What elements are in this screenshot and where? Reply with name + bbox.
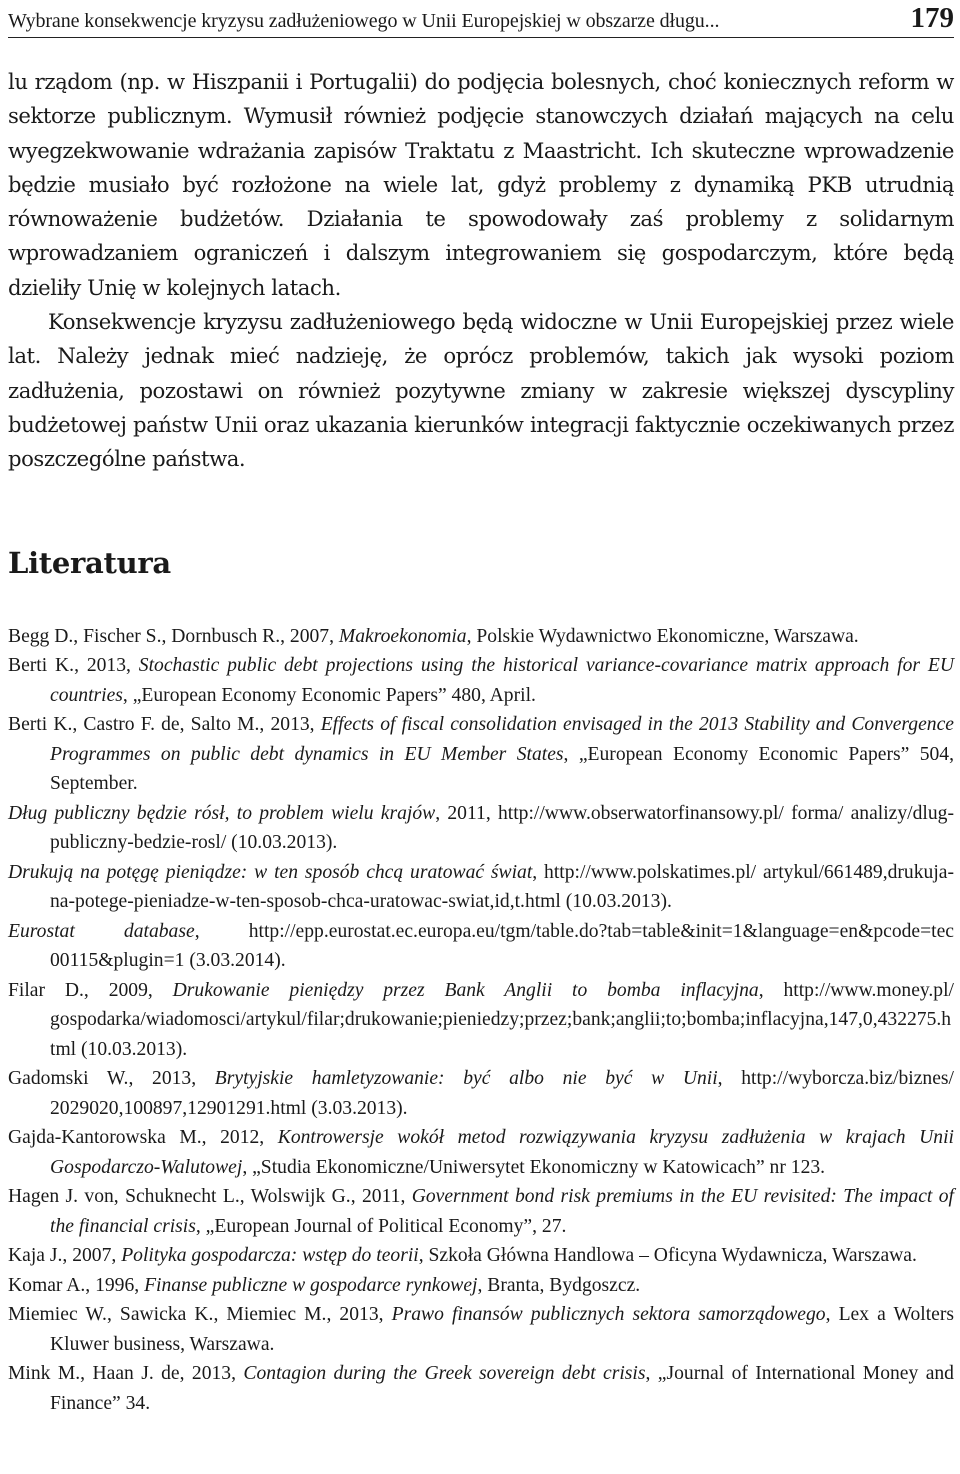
body-paragraph: Konsekwencje kryzysu zadłużeniowego będą widoczne w Unii Europejskiej przez wiele lat. Należy jednak mieć nadzieję, że oprócz problemów, takich jak wysoki poziom zadłużenia, pozostawi on również pozytywne zmiany w zakresie większej dyscypliny budżetowej państw Unii oraz ukazania kierunków integracji faktycznie oczekiwanych przez poszczególne państwa. [8,309,954,472]
reference-title: Drukują na potęgę pieniądze: w ten sposób chcą uratować świat [8,861,533,883]
reference-entry [8,917,954,976]
reference-authors: Mink M., Haan J. de, 2013, [8,1363,244,1385]
reference-details: , Polskie Wydawnictwo Ekonomiczne, Warszawa. [466,625,859,647]
reference-details: , „European Journal of Political Economy”, 27. [195,1215,567,1237]
reference-details: , „Journal of International Money and Finance” 34. [50,1363,954,1414]
reference-details: , „Studia Ekonomiczne/Uniwersytet Ekonomiczny w Katowicach” nr 123. [242,1156,826,1178]
reference-title: Government bond risk premiums in the EU revisited: The impact of the financial crisis [50,1186,954,1237]
reference-list [8,622,954,1419]
reference-entry [8,622,954,652]
reference-authors: Begg D., Fischer S., Dornbusch R., 2007, [8,625,339,647]
reference-details: , Szkoła Główna Handlowa – Oficyna Wydawnicza, Warszawa. [418,1245,917,1267]
running-title: Wybrane konsekwencje kryzysu zadłużeniowego w Unii Europejskiej w obszarze długu... [8,10,720,32]
reference-details: , http://wyborcza.biz/biznes/ 2029020,100897,12901291.html (3.03.2013). [50,1068,954,1119]
reference-title: Prawo finansów publicznych sektora samorządowego [391,1304,826,1326]
reference-title: Stochastic public debt projections using the historical variance-covariance matrix approach for EU countries [50,655,954,706]
reference-authors: Filar D., 2009, [8,979,173,1001]
running-header [8,0,954,38]
reference-details: , 2011, http://www.obserwatorfinansowy.pl/ forma/ analizy/dlug-publiczny-bedzie-rosl/ (10.03.2013). [50,802,954,854]
reference-details: , Branta, Bydgoszcz. [477,1274,641,1296]
book-page [8,0,954,1418]
reference-entry [8,710,954,799]
reference-entry [8,651,954,710]
reference-authors: Kaja J., 2007, [8,1245,122,1267]
reference-title: Effects of fiscal consolidation envisaged in the 2013 Stability and Convergence Programmes on public debt dynamics in EU Member States [50,714,954,765]
reference-authors: Miemiec W., Sawicka K., Miemiec M., 2013, [8,1304,392,1326]
reference-entry [8,1064,954,1123]
reference-title: Dług publiczny będzie rósł, to problem wielu krajów [8,802,436,824]
reference-details: , http://www.polskatimes.pl/ artykul/661489,drukuja-na-potege-pieniadze-w-ten-sposob-chca-uratowac-swiat,id,t.html (10.03.2013). [50,861,954,913]
reference-entry [8,858,954,917]
reference-details: , „European Economy Economic Papers” 504, September. [50,743,954,795]
reference-title: Polityka gospodarcza: wstęp do teorii [121,1245,419,1267]
reference-title: Drukowanie pieniędzy przez Bank Anglii to bomba inflacyjna [172,979,759,1001]
reference-title: Contagion during the Greek sovereign debt crisis [243,1363,646,1385]
body-paragraph: lu rządom (np. w Hiszpanii i Portugalii) do podjęcia bolesnych, choć koniecznych reform w sektorze publicznym. Wymusił również podjęcie stanowczych działań mających na celu wyegzekwowanie wdrażania zapisów Traktatu z Maastricht. Ich skuteczne wprowadzenie będzie musiało być rozłożone na wiele lat, gdyż problemy z dynamiką PKB utrudnią równoważenie budżetów. Działania te spowodowały zaś problemy z solidarnym wprowadzaniem ograniczeń i dalszym integrowaniem się gospodarczym, które będą dzieliły Unię w kolejnych latach. [8,69,954,300]
body-text [8,65,954,477]
reference-title: Kontrowersje wokół metod rozwiązywania kryzysu zadłużenia w krajach Unii Gospodarczo-Walutowej [50,1127,954,1178]
reference-entry [8,799,954,858]
section-heading: Literatura [8,545,171,580]
reference-authors: Gadomski W., 2013, [8,1068,215,1090]
reference-title: Makroekonomia [338,625,467,647]
reference-authors: Berti K., Castro F. de, Salto M., 2013, [8,714,321,736]
reference-details: , Lex a Wolters Kluwer business, Warszawa. [50,1304,954,1355]
reference-entry [8,1359,954,1418]
reference-entry [8,1182,954,1241]
reference-authors: Gajda-Kantorowska M., 2012, [8,1127,278,1149]
reference-title: Eurostat database [8,920,195,942]
reference-entry [8,1271,954,1301]
reference-details: , http://www.money.pl/ gospodarka/wiadomosci/artykul/filar;drukowanie;pieniedzy;przez;bank;anglii;to;bomba;inflacyjna,147,0,432275.html (10.03.2013). [50,979,954,1060]
reference-entry [8,1123,954,1182]
page-number: 179 [910,2,954,34]
reference-title: Finanse publiczne w gospodarce rynkowej [144,1274,478,1296]
reference-entry [8,976,954,1065]
reference-entry [8,1300,954,1359]
reference-title: Brytyjskie hamletyzowanie: być albo nie być w Unii [214,1068,718,1090]
reference-details: , „European Economy Economic Papers” 480, April. [122,684,536,706]
reference-details: , http://epp.eurostat.ec.europa.eu/tgm/table.do?tab=table&init=1&language=en&pcode=tec 00115&plugin=1 (3.03.2014). [50,920,954,972]
reference-authors: Komar A., 1996, [8,1274,145,1296]
reference-authors: Berti K., 2013, [8,655,139,677]
reference-entry [8,1241,954,1271]
reference-authors: Hagen J. von, Schuknecht L., Wolswijk G., 2011, [8,1186,412,1208]
